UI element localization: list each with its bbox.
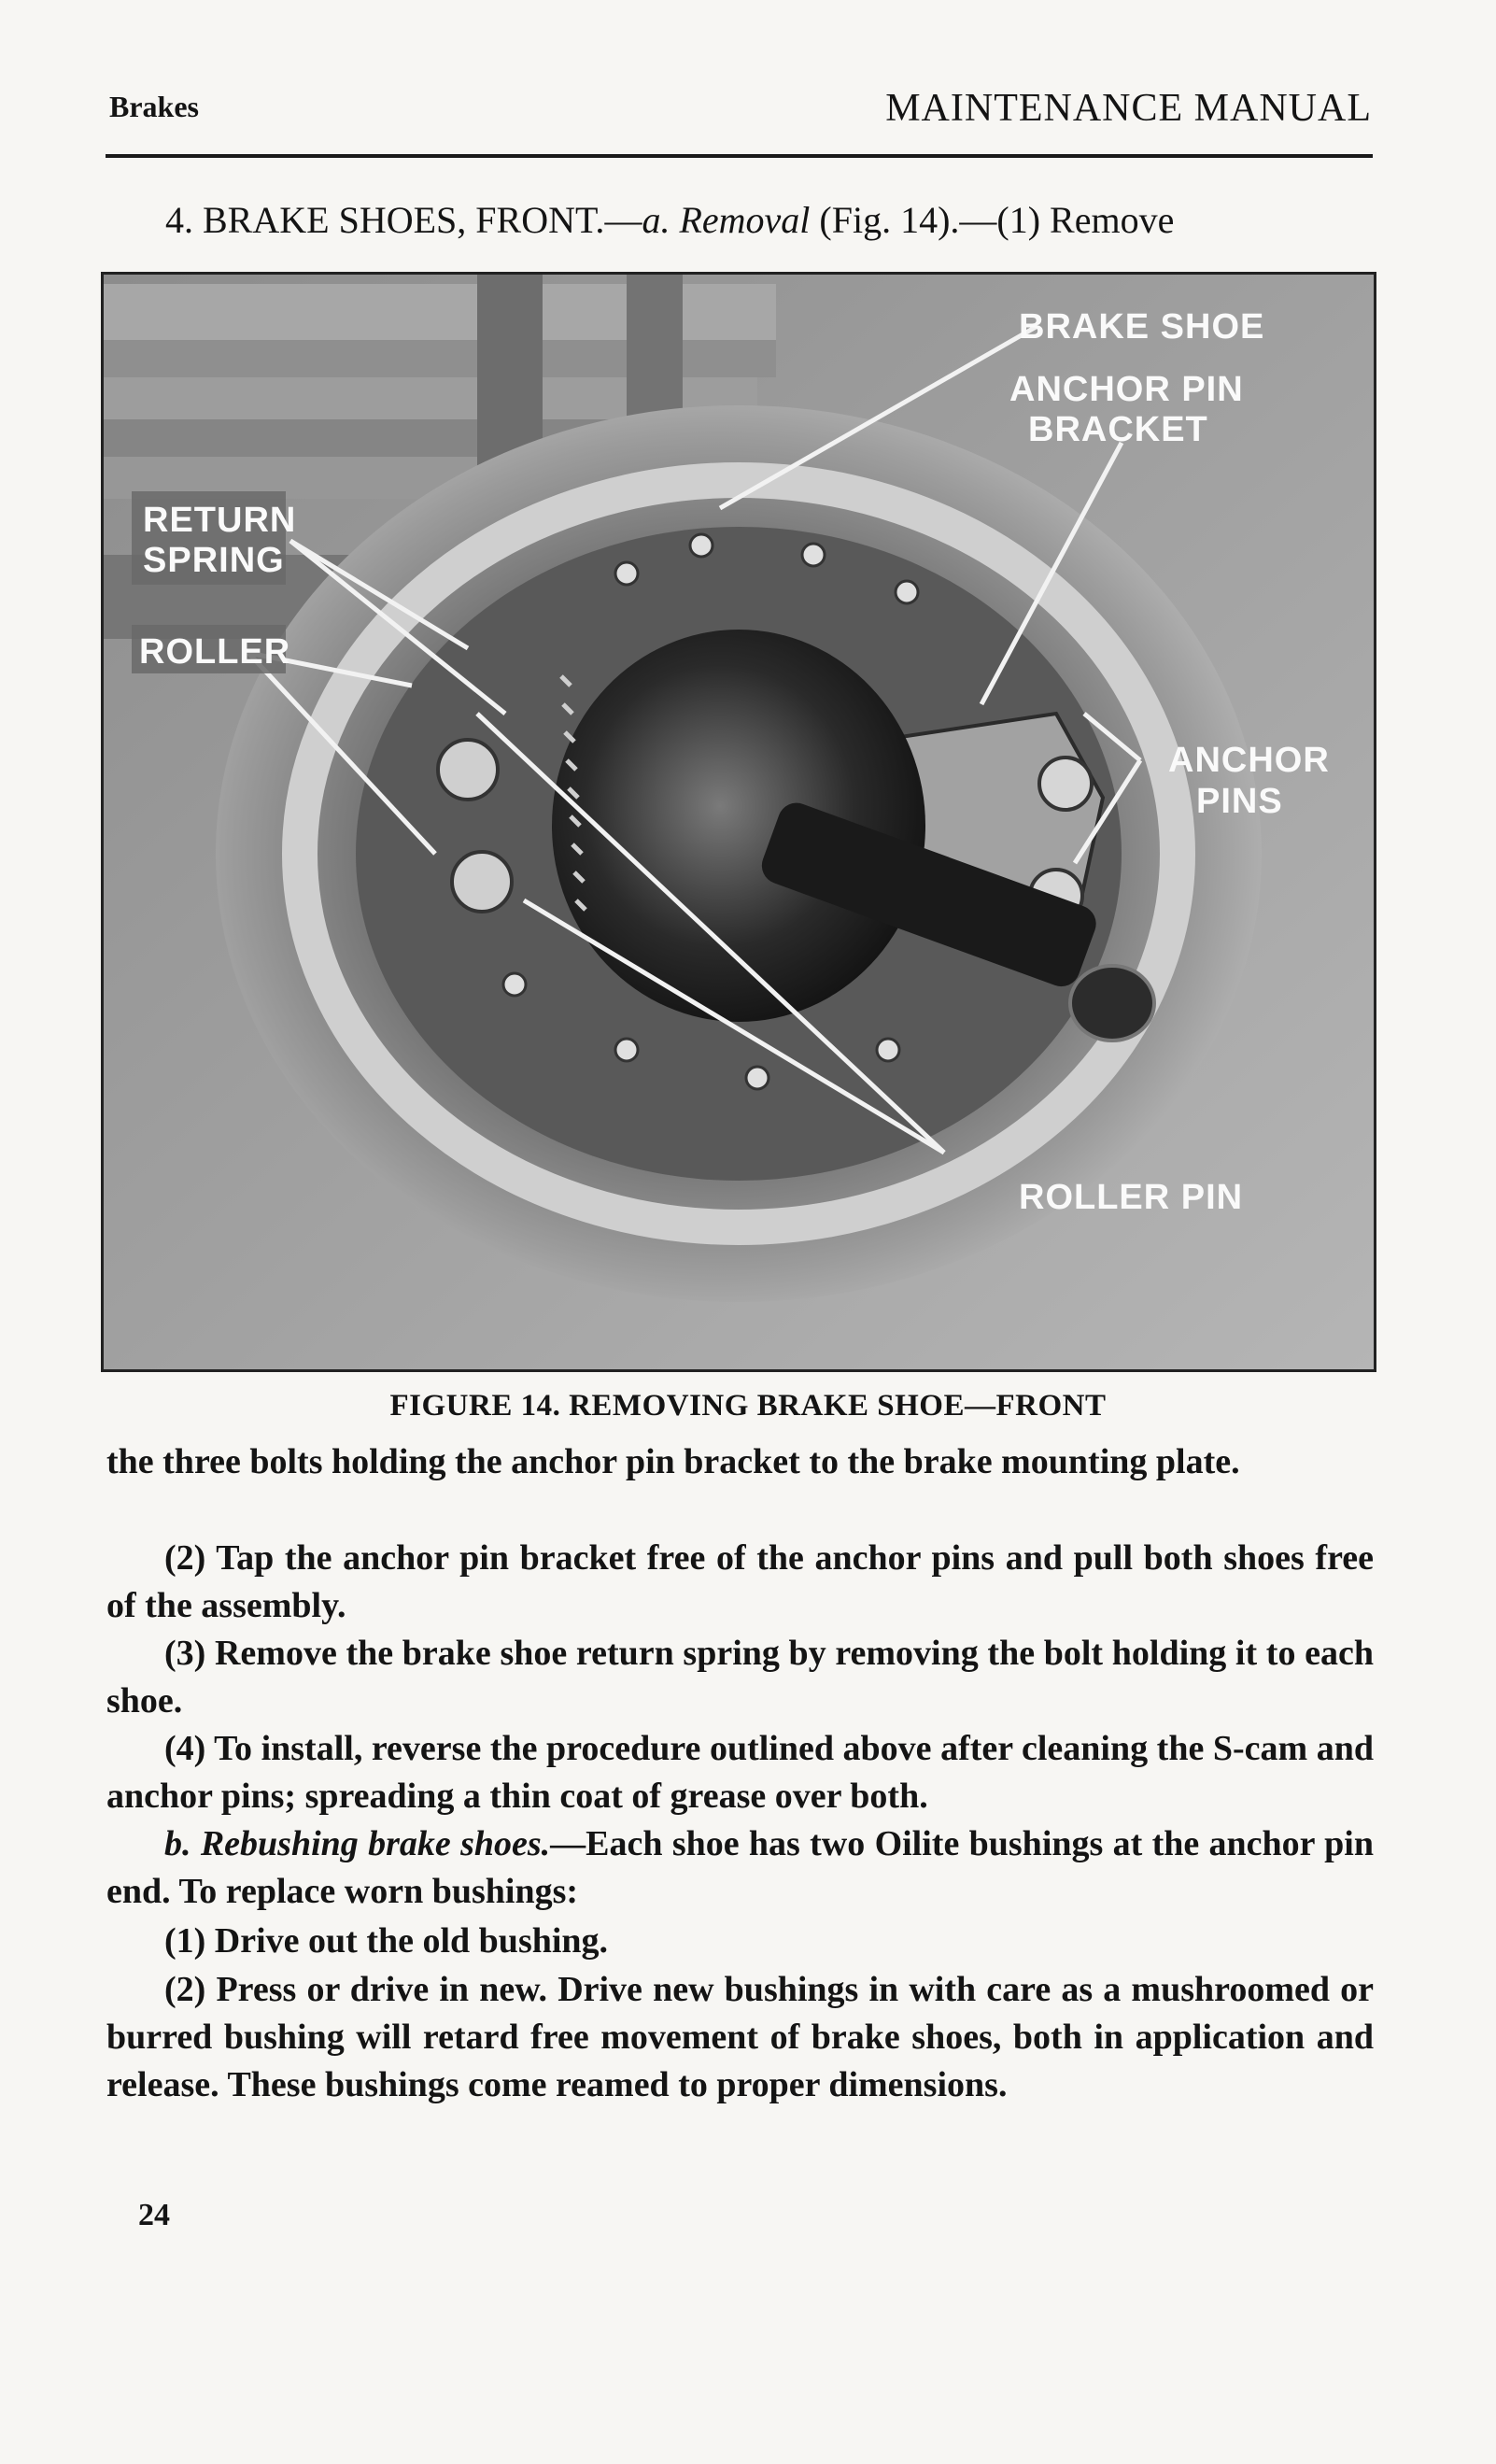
- photo-illustration: [104, 275, 1374, 1369]
- page-number: 24: [138, 2198, 170, 2232]
- section-heading: 4. BRAKE SHOES, FRONT.—a. Removal (Fig. 14).—(1) Remove: [165, 199, 1175, 241]
- paragraph-4: (4) To install, reverse the procedure outlined above after cleaning the S-cam and anchor pins; spreading a thin coat of grease over both.: [106, 1729, 1374, 1816]
- figure-caption: FIGURE 14. REMOVING BRAKE SHOE—FRONT: [389, 1389, 1107, 1423]
- figure-reference: (Fig. 14).: [819, 199, 960, 241]
- label-return-spring-1: RETURN: [143, 501, 297, 540]
- header-rule: [106, 154, 1373, 158]
- paragraph-1: the three bolts holding the anchor pin bracket to the brake mounting plate.: [106, 1442, 1240, 1481]
- running-header-title: MAINTENANCE MANUAL: [885, 87, 1372, 130]
- label-anchor-pins-2: PINS: [1196, 782, 1283, 821]
- brake-assembly-photo: [101, 272, 1376, 1372]
- paragraph-5: [106, 1820, 1374, 1916]
- heading-sub-title: Removal: [679, 199, 811, 241]
- label-return-spring-2: SPRING: [143, 541, 285, 580]
- paragraph-3: (3) Remove the brake shoe return spring by removing the bolt holding it to each shoe.: [106, 1634, 1374, 1721]
- running-header-section: Brakes: [109, 90, 199, 123]
- label-anchor-pin-bracket-2: BRACKET: [1028, 410, 1208, 449]
- label-roller-pin: ROLLER PIN: [1019, 1178, 1244, 1217]
- roller-lower: [452, 852, 512, 912]
- paragraph-7: (2) Press or drive in new. Drive new bushings in with care as a mushroomed or burred bushing will retard free movement of brake shoes, both in application and release. These bushings come reamed to proper dimensions.: [106, 1970, 1374, 2104]
- label-anchor-pins-1: ANCHOR: [1168, 741, 1330, 780]
- heading-title: BRAKE SHOES, FRONT.: [203, 199, 605, 241]
- paragraph-6: (1) Drive out the old bushing.: [164, 1921, 609, 1961]
- subsection-title: Rebushing brake shoes.: [200, 1824, 551, 1863]
- paragraph-5-text: —Each shoe has two Oilite bushings at the anchor pin end. To replace worn bushings:: [106, 1824, 1374, 1911]
- label-roller: ROLLER: [139, 632, 291, 672]
- heading-number: 4.: [165, 199, 193, 241]
- wheel-hub: [552, 630, 925, 1022]
- label-anchor-pin-bracket-1: ANCHOR PIN: [1009, 370, 1244, 409]
- heading-step: (1): [996, 199, 1041, 241]
- subsection-letter: b.: [164, 1824, 191, 1863]
- paragraph-2: (2) Tap the anchor pin bracket free of the anchor pins and pull both shoes free of the assembly.: [106, 1538, 1374, 1625]
- heading-text: Remove: [1050, 199, 1175, 241]
- heading-sub-letter: a.: [642, 199, 670, 241]
- label-brake-shoe: BRAKE SHOE: [1019, 307, 1265, 347]
- roller-upper: [438, 740, 498, 800]
